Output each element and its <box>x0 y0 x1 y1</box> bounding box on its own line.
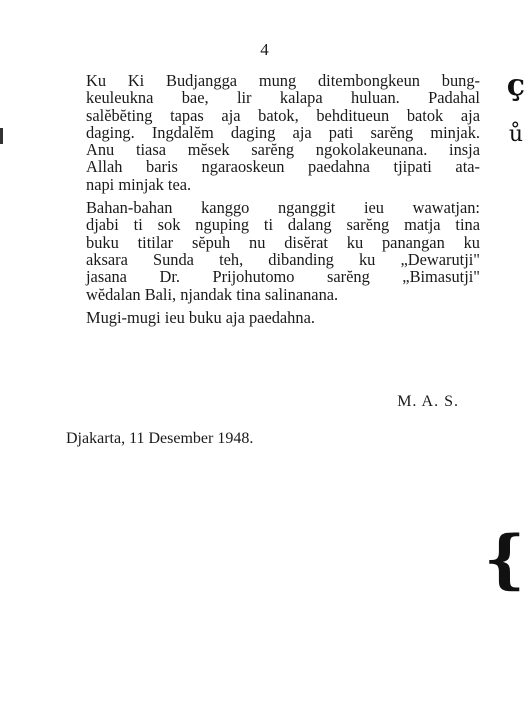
text-line: Allah baris ngaraoskeun paedahna tjipati ata- <box>86 157 480 177</box>
signature-initials: M. A. S. <box>397 393 459 410</box>
text-line: keuleukna bae, lir kalapa huluan. Padahal <box>86 88 480 108</box>
page-number: 4 <box>260 40 269 59</box>
body-text <box>86 72 480 326</box>
text-line: Anu tiasa mĕsek sarĕng ngokolakeunana. insja <box>86 140 480 160</box>
edge-bleed-glyph-bottom: { <box>483 522 525 597</box>
text-line: aksara Sunda teh, dibanding ku „Dewarutji" <box>86 249 480 269</box>
paragraph-1 <box>86 72 480 193</box>
edge-bleed-glyph-top: ç <box>506 68 525 103</box>
left-margin-mark <box>0 128 3 144</box>
text-line: salĕbĕting tapas aja batok, behditueun batok aja <box>86 105 480 125</box>
edge-bleed-glyph-mid: ů <box>508 122 523 147</box>
paragraph-2 <box>86 199 480 303</box>
text-line: Bahan-bahan kanggo nganggit ieu wawatjan: <box>86 198 480 218</box>
text-line: wĕdalan Bali, njandak tina salinanana. <box>86 284 339 304</box>
text-line: djabi ti sok nguping ti dalang sarĕng matja tina <box>86 215 480 235</box>
text-line: daging. Ingdalĕm daging aja pati sarĕng minjak. <box>86 122 480 142</box>
place-and-date: Djakarta, 11 Desember 1948. <box>66 430 254 447</box>
text-line: Ku Ki Budjangga mung ditembongkeun bung- <box>86 71 480 90</box>
text-line: napi minjak tea. <box>86 174 192 194</box>
paragraph-3 <box>86 309 480 326</box>
text-line: Mugi-mugi ieu buku aja paedahna. <box>86 307 315 327</box>
text-line: buku titilar sĕpuh nu disĕrat ku panangan ku <box>86 232 480 252</box>
text-line: jasana Dr. Prijohutomo sarĕng „Bimasutji" <box>86 267 480 287</box>
